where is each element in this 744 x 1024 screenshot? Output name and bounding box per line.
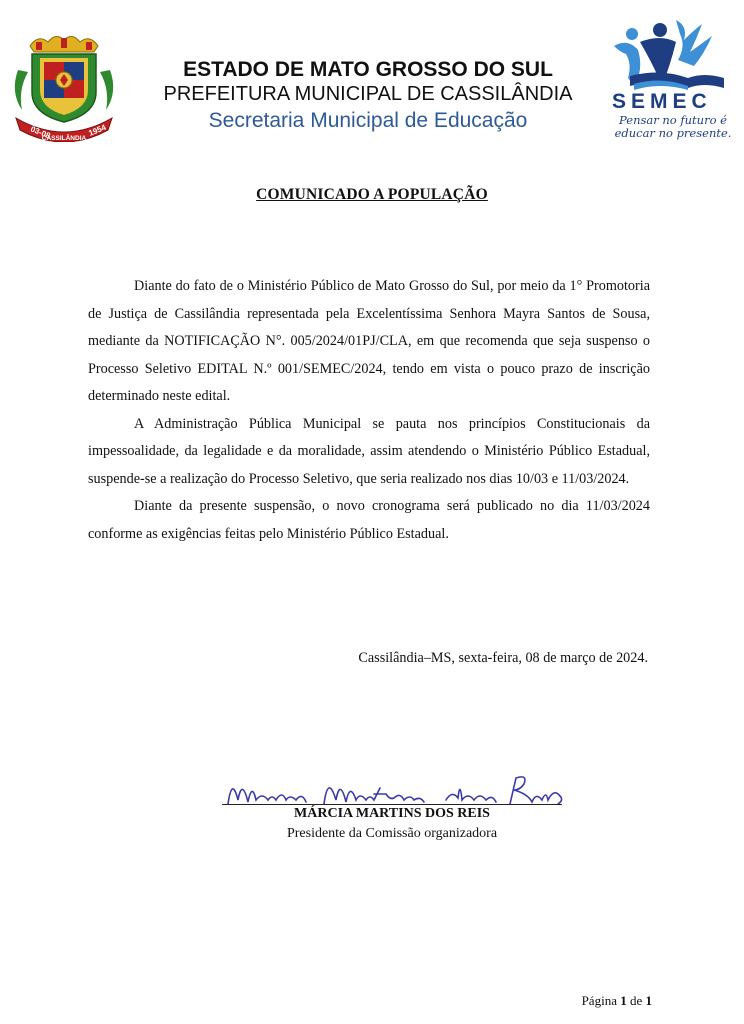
semec-slogan: [606, 114, 740, 140]
date-line: Cassilândia–MS, sexta-feira, 08 de março de 2024.: [358, 650, 648, 666]
secretariat-name: Secretaria Municipal de Educação: [208, 109, 528, 132]
paragraph-2: A Administração Pública Municipal se pauta nos princípios Constitucionais da impessoalidade, da legalidade e da moralidade, assim atendendo o Ministério Público Estadual, suspende-se a realização do Processo Seletivo, que seria realizado nos dias 10/03 e 11/03/2024.: [88, 415, 650, 487]
document-title: COMUNICADO A POPULAÇÃO: [256, 186, 488, 203]
document-body: [88, 273, 650, 548]
crest-ribbon-center: CASSILÂNDIA: [41, 135, 87, 142]
letterhead: [128, 58, 608, 134]
state-name: ESTADO DE MATO GROSSO DO SUL: [183, 58, 553, 81]
municipal-crest-logo: [8, 30, 120, 142]
signer-role: Presidente da Comissão organizadora: [286, 826, 498, 841]
page-number: [582, 993, 652, 1009]
semec-slogan-line-1: Pensar no futuro é: [619, 113, 727, 127]
paragraph-1: Diante do fato de o Ministério Público de Mato Grosso do Sul, por meio da 1° Promotoria de Justiça de Cassilândia representada pela Excelentíssima Senhora Mayra Santos de Sousa, mediante da NOTIFICAÇÃO N°. 005/2024/01PJ/CLA, em que recomenda que seja suspenso o Processo Seletivo EDITAL N.º 001/SEMEC/2024, tendo em vista o pouco prazo de inscrição determinado neste edital.: [88, 278, 650, 404]
crest-ribbon-right: 1954: [87, 122, 108, 138]
page-current: 1: [620, 993, 627, 1008]
semec-name: SEMEC: [612, 90, 712, 113]
page-total: 1: [645, 993, 652, 1008]
semec-slogan-line-2: educar no presente.: [614, 126, 732, 140]
paragraph-3: Diante da presente suspensão, o novo cronograma será publicado no dia 11/03/2024 conforme as exigências feitas pelo Ministério Público Estadual.: [88, 498, 650, 542]
page-label: Página: [581, 993, 617, 1008]
page-of: de: [629, 993, 643, 1008]
city-hall-name: PREFEITURA MUNICIPAL DE CASSILÂNDIA: [163, 83, 573, 105]
crest-ribbon-left: 03-08: [29, 124, 52, 141]
signature-line: [222, 804, 562, 805]
signer-name: MÁRCIA MARTINS DOS REIS: [294, 806, 490, 821]
